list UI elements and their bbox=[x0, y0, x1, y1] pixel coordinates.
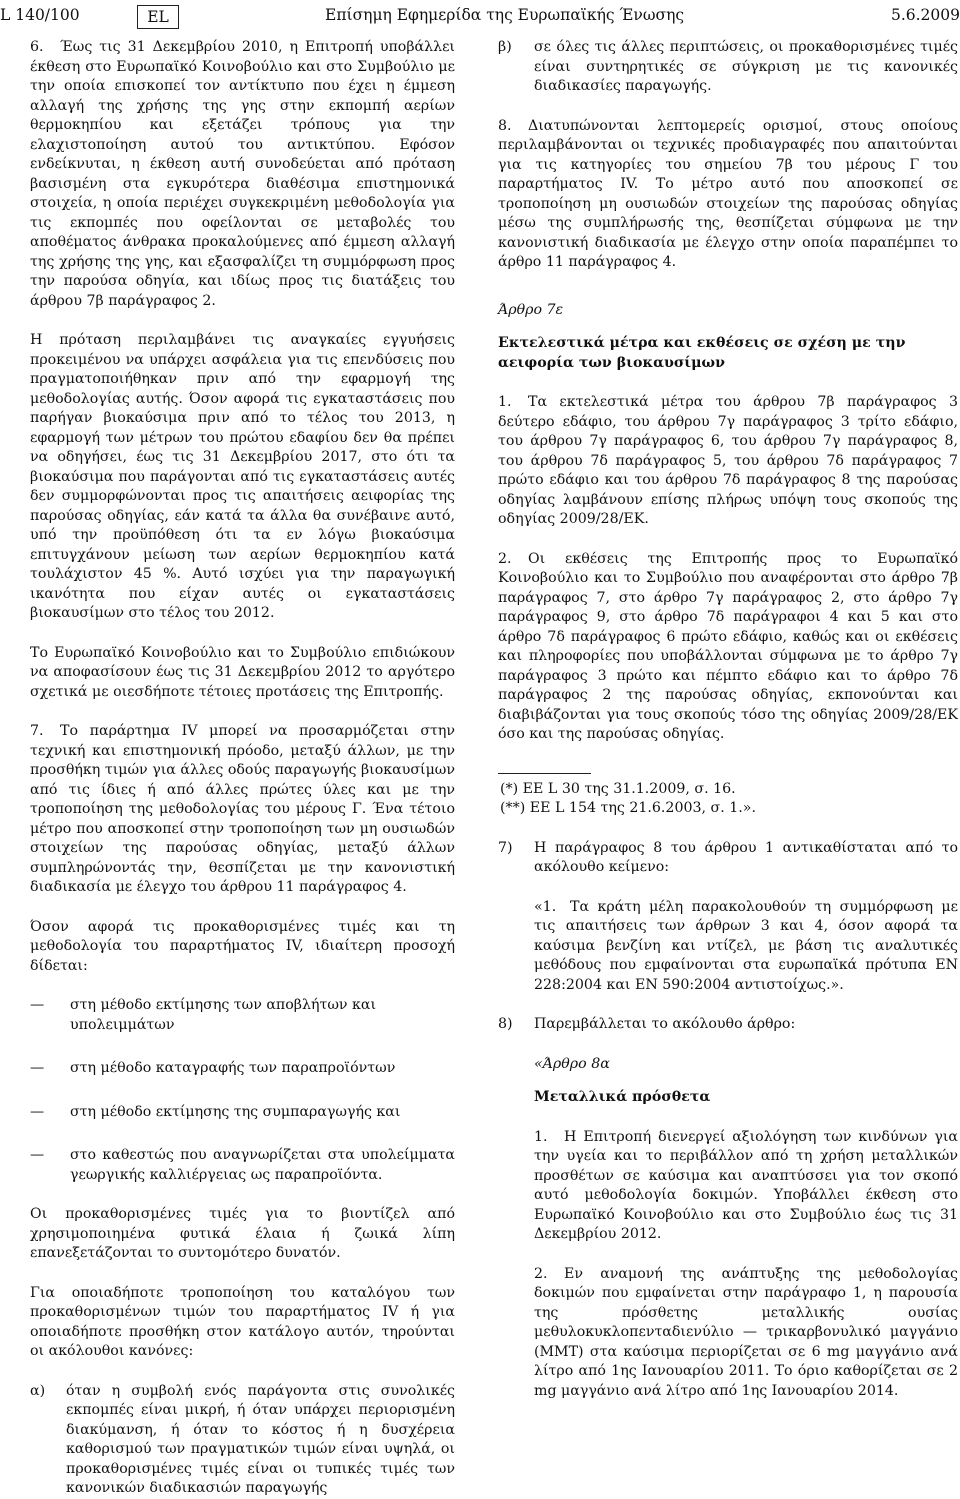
language-badge: EL bbox=[137, 5, 179, 29]
item-label: α) bbox=[30, 1382, 46, 1399]
paragraph-number: 1. bbox=[534, 1128, 548, 1145]
paragraph-number: 2. bbox=[498, 550, 512, 567]
left-column bbox=[30, 38, 455, 1499]
item-text: Παρεμβάλλεται το ακόλουθο άρθρο: bbox=[534, 1016, 796, 1032]
paragraph-7-biodiesel: Οι προκαθορισμένες τιμές για το βιοντίζελ από χρησιμοποιημένα φυτικά έλαια ή ζωικά λίπη επανεξετάζονται το συντομότερο δυνατόν. bbox=[30, 1206, 455, 1261]
list-item-text: στη μέθοδο εκτίμησης των αποβλήτων και υπολειμμάτων bbox=[70, 997, 377, 1033]
dash-list-item bbox=[30, 1059, 455, 1079]
paragraph-number: 1. bbox=[498, 394, 512, 410]
inserted-article-block bbox=[534, 1055, 958, 1402]
paragraph-number: «1. bbox=[534, 898, 557, 915]
article-7e-paragraph-2 bbox=[498, 550, 958, 745]
dash-marker: — bbox=[30, 1147, 45, 1163]
article-title-8a: Μεταλλικά πρόσθετα bbox=[534, 1089, 711, 1105]
article-8a-paragraph-2 bbox=[534, 1265, 958, 1402]
dash-marker: — bbox=[30, 1060, 45, 1076]
paragraph-text: Τα κράτη μέλη παρακολουθούν τη συμμόρφωση με τις απαιτήσεις των άρθρων 3 και 4, όσον αφορά τα καύσιμα βενζίνη και ντίζελ, με βάση τις αναλυτικές μεθόδους που εμφαίνονται στα ευρωπαϊκά πρότυπα EN 228:2004 και EN 590:2004 αντιστοίχως.». bbox=[534, 898, 958, 993]
list-item-text: στο καθεστώς που αναγνωρίζεται στα υπολείμματα γεωργικής καλλιέργειας ως παραπροϊόντα. bbox=[70, 1147, 455, 1183]
footnote-separator bbox=[498, 773, 591, 774]
paragraph-text: Η Επιτροπή διενεργεί αξιολόγηση των κινδύνων για την υγεία και το περιβάλλον από τη χρήση μεταλλικών προσθέτων σε καύσιμα και αναπτύσσει για τον σκοπό αυτό μεθοδολογία δοκιμών. Υποβάλλει έκθεση στο Ευρωπαϊκό Κοινοβούλιο και στο Συμβούλιο έως τις 31 Δεκεμβρίου 2012. bbox=[534, 1128, 958, 1242]
article-title-7e: Εκτελεστικά μέτρα και εκθέσεις σε σχέση με την αειφορία των βιοκαυσίμων bbox=[498, 335, 906, 371]
amendment-item-8 bbox=[498, 1015, 958, 1035]
item-label: 7) bbox=[498, 839, 513, 856]
page-header bbox=[0, 6, 960, 36]
paragraph-text: Τα εκτελεστικά μέτρα του άρθρου 7β παράγραφος 3 δεύτερο εδάφιο, του άρθρου 7γ παράγραφος 3 τρίτο εδάφιο, του άρθρου 7γ παράγραφος 6, του άρθρου 7γ παράγραφος 8, του άρθρου 7δ παράγραφος 5, του άρθρου 7δ παράγραφος 7 πρώτο εδάφιο και του άρθρου 7δ παράγραφος 8 της παρούσας οδηγίας λαμβάνουν επίσης πλήρως υπόψη τους σκοπούς της οδηγίας 2009/28/ΕΚ. bbox=[498, 394, 958, 527]
dash-list-item bbox=[30, 1146, 455, 1185]
dash-marker: — bbox=[30, 997, 45, 1013]
paragraph-text: Το παράρτημα IV μπορεί να προσαρμόζεται στην τεχνική και επιστημονική πρόοδο, μεταξύ άλλων, με την προσθήκη τιμών για άλλες οδούς παραγωγής βιοκαυσίμων από τις ίδιες ή από άλλες πρώτες ύλες και με την τροποποίηση της μεθοδολογίας του μέρους Γ. Ένα τέτοιο μέτρο που αποσκοπεί στην τροποποίηση των μη ουσιωδών στοιχείων της παρούσας οδηγίας, μεταξύ άλλων συμπληρώνοντάς την, θεσπίζεται με την κανονιστική διαδικασία με έλεγχο του άρθρου 11 παράγραφος 4. bbox=[30, 723, 455, 895]
article-heading-8a: «Άρθρο 8α bbox=[534, 1055, 610, 1072]
rule-a bbox=[30, 1382, 455, 1499]
paragraph-text: Έως τις 31 Δεκεμβρίου 2010, η Επιτροπή υποβάλλει έκθεση στο Ευρωπαϊκό Κοινοβούλιο και στο Συμβούλιο με την οποία επισκοπεί τον αντίκτυπο που έχει η έμμεση αλλαγή της χρήσης της γης στην εκπομπή αερίων θερμοκηπίου και εξετάζει τρόπους για την ελαχιστοποίηση αυτού του αντικτύπου. Εφόσον ενδείκνυται, η έκθεση αυτή συνοδεύεται από πρόταση βασισμένη στα εγκυρότερα διαθέσιμα επιστημονικά στοιχεία, η οποία περιέχει συγκεκριμένη μεθοδολογία για τις εκπομπές που οφείλονται σε μεταβολές του αποθέματος άνθρακα προκαλούμενες από έμμεση αλλαγή της χρήσης της γης, και εξασφαλίζει τη συμμόρφωση προς την παρούσα οδηγία, και ιδίως προς τις διατάξεις του άρθρου 7β παράγραφος 2. bbox=[30, 39, 455, 309]
paragraph-7 bbox=[30, 722, 455, 898]
list-item-text: στη μέθοδο καταγραφής των παραπροϊόντων bbox=[70, 1060, 396, 1076]
paragraph-7-rules-intro: Για οποιαδήποτε τροποποίηση του καταλόγου των προκαθορισμένων τιμών του παραρτήματος IV ή για οποιαδήποτε προσθήκη στον κατάλογο αυτόν, τηρούνται οι ακόλουθοι κανόνες: bbox=[30, 1284, 455, 1359]
paragraph-number: 7. bbox=[30, 723, 44, 739]
paragraph-7-intro: Όσον αφορά τις προκαθορισμένες τιμές και τη μεθοδολογία του παραρτήματος IV, ιδιαίτερη προσοχή δίδεται: bbox=[30, 918, 455, 974]
journal-title: Επίσημη Εφημερίδα της Ευρωπαϊκής Ένωσης bbox=[325, 6, 685, 24]
dash-list-item bbox=[30, 1103, 455, 1123]
footnote-1: (*) ΕΕ L 30 της 31.1.2009, σ. 16. bbox=[500, 780, 736, 797]
item-label: β) bbox=[498, 39, 512, 55]
article-heading-7e: Άρθρο 7ε bbox=[498, 301, 564, 318]
list-item-text: στη μέθοδο εκτίμησης της συμπαραγωγής και bbox=[70, 1103, 401, 1120]
paragraph-number: 2. bbox=[534, 1265, 548, 1282]
item-text: Η παράγραφος 8 του άρθρου 1 αντικαθίσταται από το ακόλουθο κείμενο: bbox=[534, 839, 958, 875]
paragraph-6-second: Η πρόταση περιλαμβάνει τις αναγκαίες εγγυήσεις προκειμένου να υπάρχει ασφάλεια για τις επενδύσεις που πραγματοποιήθηκαν πριν από την εφαρμογή της μεθοδολογίας αυτής. Όσον αφορά τις εγκαταστάσεις που παρήγαν βιοκαύσιμα πριν από το τέλος του 2013, η εφαρμογή των μέτρων του πρώτου εδαφίου δεν θα πρέπει να οδηγήσει, έως τις 31 Δεκεμβρίου 2017, στο ότι τα βιοκαύσιμα που παράγονται από τις εγκαταστάσεις αυτές δεν συμμορφώνονται προς τις απαιτήσεις αειφορίας της παρούσας οδηγίας, εάν κατά τα άλλα θα συνέβαινε αυτό, υπό την προϋπόθεση ότι τα εν λόγω βιοκαύσιμα επιτυγχάνουν μείωση των αερίων θερμοκηπίου κατά τουλάχιστον 45 %. Αυτό ισχύει για την παραγωγική ικανότητα που είχαν αυτές οι εγκαταστάσεις βιοκαυσίμων στο τέλος του 2012. bbox=[30, 332, 455, 621]
item-text: όταν η συμβολή ενός παράγοντα στις συνολικές εκπομπές είναι μικρή, ή όταν υπάρχει περιορισμένη διακύμανση, ή όταν το κόστος ή η δυσχέρεια καθορισμού των πραγματικών τιμών είναι υψηλά, οι προκαθορισμένες τιμές είναι οι τυπικές τιμές των κανονικών διαδικασιών παραγωγής bbox=[66, 1382, 455, 1496]
footnote-2: (**) ΕΕ L 154 της 21.6.2003, σ. 1.». bbox=[500, 800, 756, 816]
right-column bbox=[498, 38, 958, 1401]
dash-list-item bbox=[30, 996, 455, 1035]
paragraph-6 bbox=[30, 38, 455, 311]
article-7e-paragraph-1 bbox=[498, 393, 958, 530]
paragraph-number: 6. bbox=[30, 39, 44, 55]
paragraph-8 bbox=[498, 117, 958, 273]
item-text: σε όλες τις άλλες περιπτώσεις, οι προκαθορισμένες τιμές είναι συντηρητικές σε σύγκριση με τις κανονικές διαδικασίες παραγωγής. bbox=[534, 39, 958, 94]
amendment-item-7 bbox=[498, 839, 958, 878]
quoted-text-block bbox=[534, 898, 958, 996]
rule-b bbox=[498, 38, 958, 97]
quoted-paragraph bbox=[534, 898, 958, 996]
paragraph-text: Εν αναμονή της ανάπτυξης της μεθοδολογίας δοκιμών που εμφαίνεται στην παράγραφο 1, η παρουσία της πρόσθετης μεταλλικής ουσίας μεθυλοκυκλοπενταδιενύλιο — τρικαρβονυλικό μαγγάνιο (MMT) στα καύσιμα περιορίζεται σε 6 mg μαγγάνιο ανά λίτρο από 1ης Ιανουαρίου 2011. Το όριο καθορίζεται σε 2 mg μαγγάνιο ανά λίτρο από 1ης Ιανουαρίου 2014. bbox=[534, 1265, 958, 1399]
paragraph-6-third: Το Ευρωπαϊκό Κοινοβούλιο και το Συμβούλιο επιδιώκουν να αποφασίσουν έως τις 31 Δεκεμβρίου 2012 το αργότερο σχετικά με οιεσδήποτε τέτοιες προτάσεις της Επιτροπής. bbox=[30, 644, 455, 700]
publication-date: 5.6.2009 bbox=[890, 6, 960, 24]
article-8a-paragraph-1 bbox=[534, 1128, 958, 1245]
item-label: 8) bbox=[498, 1016, 513, 1032]
paragraph-text: Οι εκθέσεις της Επιτροπής προς το Ευρωπαϊκό Κοινοβούλιο και το Συμβούλιο που αναφέρονται στο άρθρο 7β παράγραφος 7, στο άρθρο 7γ παράγραφος 2, στο άρθρο 7γ παράγραφος 9, στο άρθρο 7δ παράγραφοι 4 και 5 και στο άρθρο 7δ παράγραφος 6 πρώτο εδάφιο, καθώς και οι εκθέσεις και πληροφορίες που υποβάλλονται σύμφωνα με το άρθρο 7γ παράγραφος 3 πρώτο και πέμπτο εδάφιο και το άρθρο 7δ παράγραφος 2 της παρούσας οδηγίας, εκπονούνται και διαβιβάζονται για τους σκοπούς τόσο της οδηγίας 2009/28/ΕΚ όσο και της παρούσας οδηγίας. bbox=[498, 550, 958, 742]
page-reference: L 140/100 bbox=[0, 6, 80, 24]
paragraph-text: Διατυπώνονται λεπτομερείς ορισμοί, στους οποίους περιλαμβάνονται οι τεχνικές προδιαγραφές που απαιτούνται για τις κατηγορίες του σημείου 7β του μέρους Γ του παραρτήματος IV. Το μέτρο αυτό που αποσκοπεί σε τροποποίηση μη ουσιωδών στοιχείων της παρούσας οδηγίας μέσω της συμπλήρωσής της, θεσπίζεται σύμφωνα με την κανονιστική διαδικασία με έλεγχο στην οποία παραπέμπει το άρθρο 11 παράγραφος 4. bbox=[498, 117, 958, 270]
dash-marker: — bbox=[30, 1103, 45, 1120]
paragraph-number: 8. bbox=[498, 117, 512, 134]
